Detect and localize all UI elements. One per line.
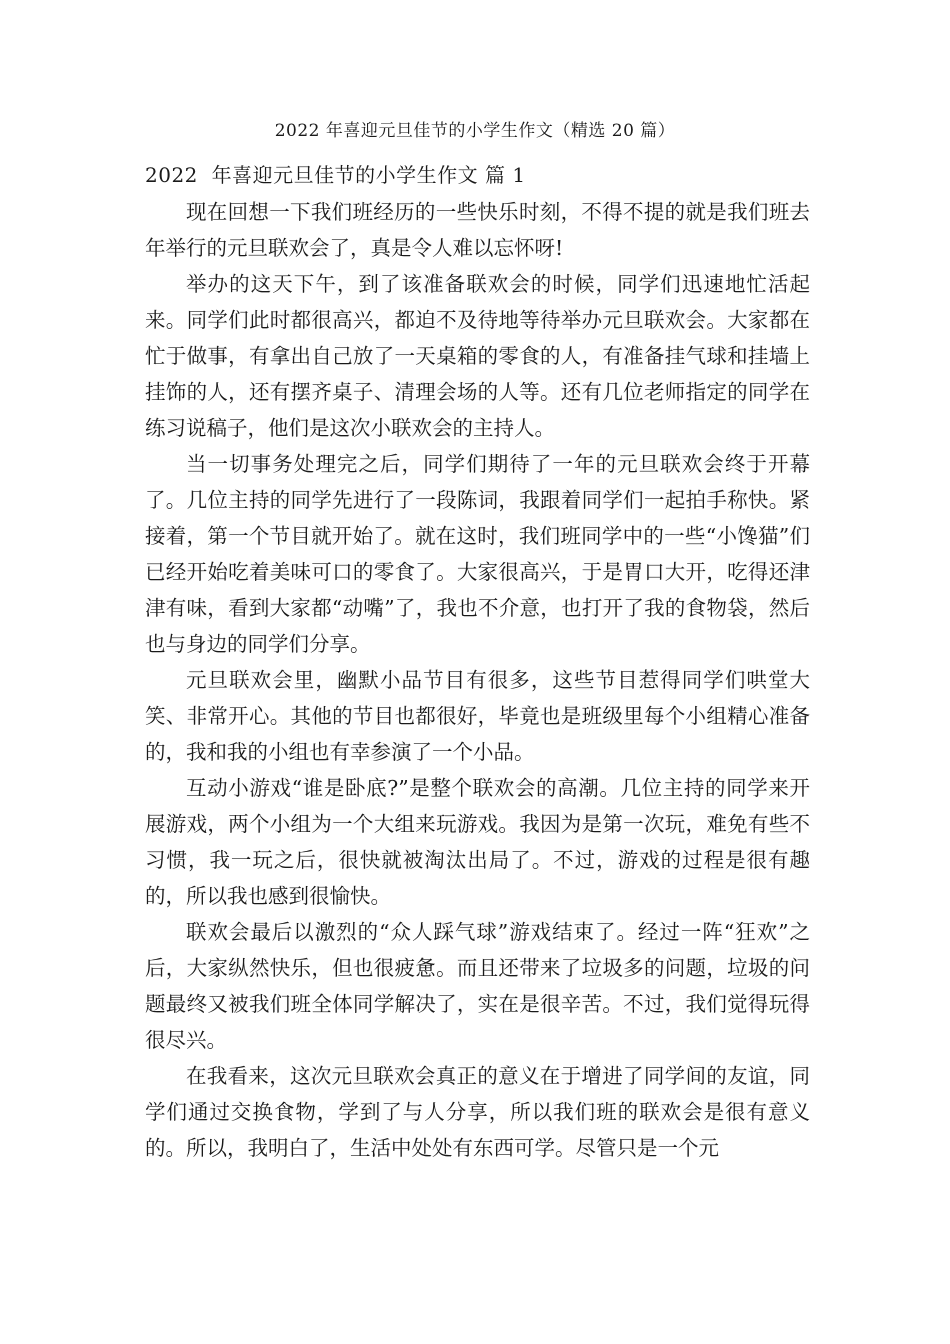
- paragraph: 当一切事务处理完之后，同学们期待了一年的元旦联欢会终于开幕了。几位主持的同学先进行了一段陈词，我跟着同学们一起拍手称快。紧接着，第一个节目就开始了。就在这时，我们班同学中的一些“小馋猫”们已经开始吃着美味可口的零食了。大家很高兴，于是胃口大开，吃得还津津有味，看到大家都“动嘴”了，我也不介意，也打开了我的食物袋，然后也与身边的同学们分享。: [145, 452, 810, 656]
- paragraph: 在我看来，这次元旦联欢会真正的意义在于增进了同学间的友谊，同学们通过交换食物，学到了与人分享，所以我们班的联欢会是很有意义的。所以，我明白了，生活中处处有东西可学。尽管只是一个元: [145, 1064, 810, 1160]
- paragraph: 元旦联欢会里，幽默小品节目有很多，这些节目惹得同学们哄堂大笑、非常开心。其他的节目也都很好，毕竟也是班级里每个小组精心准备的，我和我的小组也有幸参演了一个小品。: [145, 668, 810, 764]
- document-title: 2022 年喜迎元旦佳节的小学生作文（精选 20 篇）: [274, 121, 676, 141]
- paragraph: 举办的这天下午，到了该准备联欢会的时候，同学们迅速地忙活起来。同学们此时都很高兴，都迫不及待地等待举办元旦联欢会。大家都在忙于做事，有拿出自己放了一天桌箱的零食的人，有准备挂气球和挂墙上挂饰的人，还有摆齐桌子、清理会场的人等。还有几位老师指定的同学在练习说稿子，他们是这次小联欢会的主持人。: [145, 272, 810, 440]
- essay-body: [145, 194, 810, 1166]
- paragraph: 联欢会最后以激烈的“众人踩气球”游戏结束了。经过一阵“狂欢”之后，大家纵然快乐，但也很疲惫。而且还带来了垃圾多的问题，垃圾的问题最终又被我们班全体同学解决了，实在是很辛苦。不过，我们觉得玩得很尽兴。: [145, 920, 810, 1052]
- paragraph: 互动小游戏“谁是卧底?”是整个联欢会的高潮。几位主持的同学来开展游戏，两个小组为一个大组来玩游戏。我因为是第一次玩，难免有些不习惯，我一玩之后，很快就被淘汰出局了。不过，游戏的过程是很有趣的，所以我也感到很愉快。: [145, 776, 810, 908]
- paragraph: 现在回想一下我们班经历的一些快乐时刻，不得不提的就是我们班去年举行的元旦联欢会了，真是令人难以忘怀呀!: [145, 200, 810, 260]
- section-heading: 2022 年喜迎元旦佳节的小学生作文 篇 1: [145, 163, 526, 187]
